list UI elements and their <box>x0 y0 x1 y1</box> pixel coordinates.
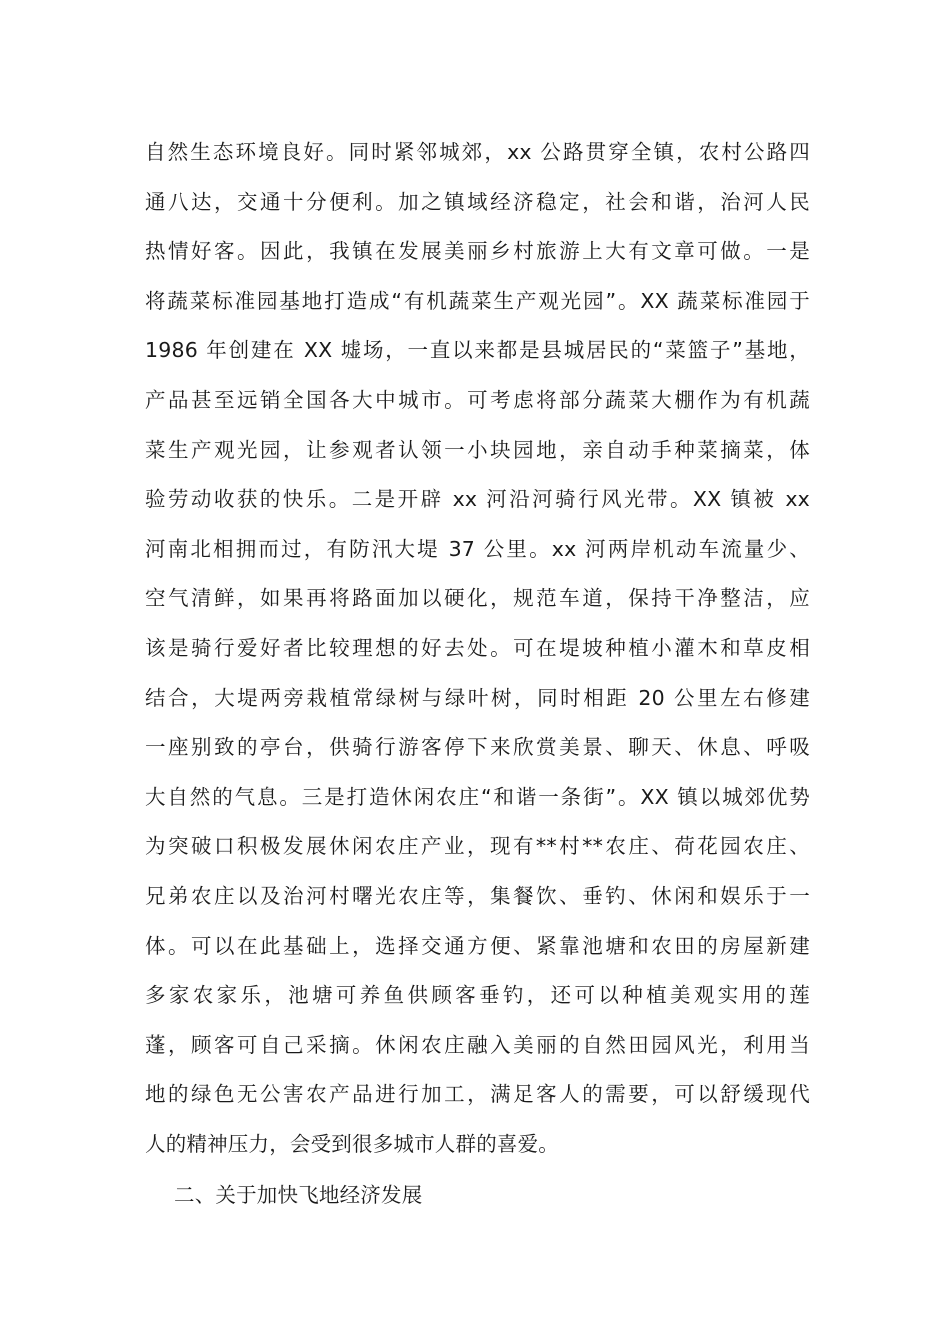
paragraph-line: 结合，大堤两旁栽植常绿树与绿叶树，同时相距 20 公里左右修建 <box>145 685 810 710</box>
paragraph-line: 该是骑行爱好者比较理想的好去处。可在堤坡种植小灌木和草皮相 <box>145 635 810 660</box>
paragraph-line: 体。可以在此基础上，选择交通方便、紧靠池塘和农田的房屋新建 <box>145 933 810 958</box>
paragraph-line: 一座别致的亭台，供骑行游客停下来欣赏美景、聊天、休息、呼吸 <box>145 735 810 760</box>
paragraph-line: 地的绿色无公害农产品进行加工，满足客人的需要，可以舒缓现代 <box>145 1082 810 1107</box>
paragraph-line: 河南北相拥而过，有防汛大堤 37 公里。xx 河两岸机动车流量少、 <box>145 536 810 561</box>
paragraph-line: 将蔬菜标准园基地打造成“有机蔬菜生产观光园”。XX 蔬菜标准园于 <box>145 288 810 313</box>
paragraph-line: 自然生态环境良好。同时紧邻城郊，xx 公路贯穿全镇，农村公路四 <box>145 140 810 164</box>
section-heading: 二、关于加快飞地经济发展 <box>174 1183 423 1207</box>
paragraph-line: 兄弟农庄以及治河村曙光农庄等，集餐饮、垂钓、休闲和娱乐于一 <box>145 883 810 908</box>
paragraph-line: 空气清鲜，如果再将路面加以硬化，规范车道，保持干净整洁，应 <box>145 586 810 611</box>
paragraph-line: 大自然的气息。三是打造休闲农庄“和谐一条街”。XX 镇以城郊优势 <box>145 784 810 809</box>
paragraph-line: 1986 年创建在 XX 墟场，一直以来都是县城居民的“菜篮子”基地， <box>145 338 810 363</box>
paragraph-line: 产品甚至远销全国各大中城市。可考虑将部分蔬菜大棚作为有机蔬 <box>145 387 810 412</box>
paragraph-line: 通八达，交通十分便利。加之镇域经济稳定，社会和谐，治河人民 <box>145 189 810 214</box>
paragraph-line: 验劳动收获的快乐。二是开辟 xx 河沿河骑行风光带。XX 镇被 xx <box>145 487 810 512</box>
paragraph-line: 菜生产观光园，让参观者认领一小块园地，亲自动手种菜摘菜，体 <box>145 437 810 462</box>
paragraph-line: 人的精神压力，会受到很多城市人群的喜爱。 <box>145 1131 559 1156</box>
paragraph-line: 为突破口积极发展休闲农庄产业，现有**村**农庄、荷花园农庄、 <box>145 834 810 859</box>
body-paragraph <box>145 128 810 1169</box>
paragraph-line: 热情好客。因此，我镇在发展美丽乡村旅游上大有文章可做。一是 <box>145 239 810 264</box>
paragraph-line: 蓬，顾客可自己采摘。休闲农庄融入美丽的自然田园风光，利用当 <box>145 1032 810 1057</box>
paragraph-line: 多家农家乐，池塘可养鱼供顾客垂钓，还可以种植美观实用的莲 <box>145 983 810 1008</box>
